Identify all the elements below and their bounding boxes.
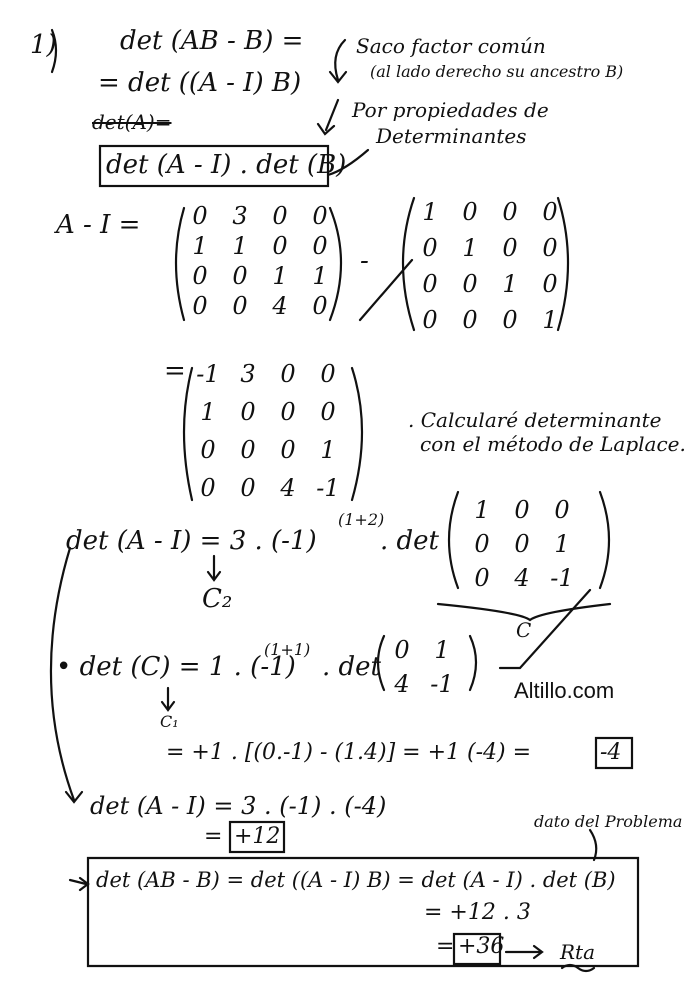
crossed-text: det(A)= — [92, 110, 172, 134]
note-props: Por propiedades de — [352, 98, 549, 122]
matrix-r-cell: -1 — [316, 474, 340, 502]
detc-exponent: (1+1) — [264, 640, 311, 659]
bracket-r-right — [352, 368, 362, 500]
note-factor: Saco factor común — [356, 34, 546, 58]
line1: det (AB - B) = — [120, 26, 304, 56]
bracket-c-right — [600, 492, 609, 588]
matrix-i-cell: 0 — [422, 270, 438, 298]
matrix-a-cell: 0 — [192, 202, 208, 230]
c-label: C — [516, 618, 532, 642]
box-line3-prefix: = — [436, 934, 455, 959]
matrix-i-cell: 0 — [422, 234, 438, 262]
matrix-small-cell: -1 — [430, 670, 454, 698]
matrix-i-cell: 0 — [542, 234, 558, 262]
matrix-c-cell: 1 — [554, 530, 570, 558]
matrix-a-cell: 0 — [232, 262, 248, 290]
matrix-small-cell: 4 — [394, 670, 410, 698]
matrix-a-cell: 1 — [272, 262, 288, 290]
matrix-a-cell: 1 — [312, 262, 328, 290]
matrix-a-cell: 3 — [232, 202, 248, 230]
calc-result: -4 — [600, 740, 622, 765]
note-factor-sub: (al lado derecho su ancestro B) — [370, 62, 624, 81]
matrix-i-cell: 0 — [502, 198, 518, 226]
note-laplace2: con el método de Laplace. — [420, 432, 686, 456]
problem-number: 1) — [30, 30, 57, 60]
matrix-r-cell: 4 — [280, 474, 296, 502]
matrix-i-cell: 1 — [422, 198, 438, 226]
matrix-r-cell: 3 — [240, 360, 256, 388]
matrix-r-cell: -1 — [196, 360, 220, 388]
matrix-a-cell: 0 — [312, 292, 328, 320]
laplace-det: . det — [380, 526, 440, 556]
bracket-c-left — [449, 492, 458, 588]
matrix-small-cell: 1 — [434, 636, 450, 664]
matrix-c-cell: 0 — [514, 530, 530, 558]
matrix-a-cell: 0 — [272, 202, 288, 230]
matrix-r-cell: 0 — [280, 398, 296, 426]
matrix-r-cell: 0 — [240, 436, 256, 464]
matrix-c-cell: -1 — [550, 564, 574, 592]
matrix-a-cell: 0 — [312, 202, 328, 230]
matrix-r-cell: 1 — [200, 398, 216, 426]
line3: det (A - I) . det (B) — [106, 150, 347, 180]
note-props2: Determinantes — [376, 124, 527, 148]
matrix-c-cell: 0 — [474, 564, 490, 592]
matrix-r-cell: 0 — [320, 398, 336, 426]
calc-line: = +1 . [(0.-1) - (1.4)] = +1 (-4) = — [166, 740, 532, 765]
matrix-a-cell: 4 — [272, 292, 288, 320]
matrix-i-cell: 1 — [542, 306, 558, 334]
detc-line: • det (C) = 1 . (-1) — [56, 652, 296, 682]
matrix-i-cell: 1 — [462, 234, 478, 262]
matrix-a — [180, 202, 340, 320]
matrix-small-cell: 0 — [394, 636, 410, 664]
ami-label: A - I = — [56, 210, 141, 240]
matrix-r-cell: 0 — [240, 398, 256, 426]
result36: +36 — [458, 934, 505, 959]
matrix-c-cell: 0 — [554, 496, 570, 524]
matrix-c-cell: 1 — [474, 496, 490, 524]
matrix-c-cell: 0 — [514, 496, 530, 524]
matrix-a-cell: 0 — [192, 262, 208, 290]
matrix-i-cell: 0 — [422, 306, 438, 334]
matrix-i-cell: 0 — [542, 270, 558, 298]
final-det-line: det (A - I) = 3 . (-1) . (-4) — [90, 792, 387, 820]
matrix-r-cell: 0 — [280, 360, 296, 388]
matrix-i-cell: 0 — [502, 306, 518, 334]
matrix-c-cell: 4 — [514, 564, 530, 592]
equals-sign: = — [164, 356, 186, 386]
matrix-a-cell: 1 — [232, 232, 248, 260]
matrix-r-cell: 1 — [320, 436, 336, 464]
matrix-identity — [410, 198, 570, 334]
matrix-r-cell: 0 — [320, 360, 336, 388]
matrix-a-cell: 1 — [192, 232, 208, 260]
matrix-r-cell: 0 — [200, 474, 216, 502]
line2: = det ((A - I) B) — [98, 68, 302, 98]
laplace-line: det (A - I) = 3 . (-1) — [66, 526, 317, 556]
matrix-c — [462, 496, 582, 592]
note-dato: dato del Problema — [534, 812, 683, 831]
matrix-a-cell: 0 — [192, 292, 208, 320]
matrix-r-cell: 0 — [200, 436, 216, 464]
matrix-i-cell: 0 — [462, 198, 478, 226]
matrix-i-cell: 0 — [462, 270, 478, 298]
box-line1: det (AB - B) = det ((A - I) B) = det (A - I) . det (B) — [96, 868, 616, 892]
matrix-i-cell: 0 — [542, 198, 558, 226]
matrix-r-cell: 0 — [240, 474, 256, 502]
matrix-a-cell: 0 — [272, 232, 288, 260]
watermark: Altillo.com — [514, 678, 615, 703]
matrix-r-cell: 0 — [280, 436, 296, 464]
c2-label: C₂ — [202, 584, 233, 614]
detc-det: . det — [322, 652, 382, 682]
c1-label: C₁ — [160, 712, 179, 731]
result12-prefix: = — [204, 824, 223, 849]
minus-sign: - — [360, 246, 369, 276]
result12: +12 — [234, 824, 281, 849]
matrix-result — [188, 360, 348, 502]
matrix-i-cell: 0 — [502, 234, 518, 262]
arrow-props — [326, 100, 338, 130]
matrix-small — [382, 636, 462, 698]
matrix-c-cell: 0 — [474, 530, 490, 558]
matrix-i-cell: 1 — [502, 270, 518, 298]
box-line2: = +12 . 3 — [424, 900, 531, 925]
laplace-exponent: (1+2) — [338, 510, 385, 529]
note-laplace: . Calcularé determinante — [408, 408, 662, 432]
matrix-a-cell: 0 — [312, 232, 328, 260]
matrix-a-cell: 0 — [232, 292, 248, 320]
matrix-i-cell: 0 — [462, 306, 478, 334]
rta-label: Rta — [560, 940, 596, 964]
